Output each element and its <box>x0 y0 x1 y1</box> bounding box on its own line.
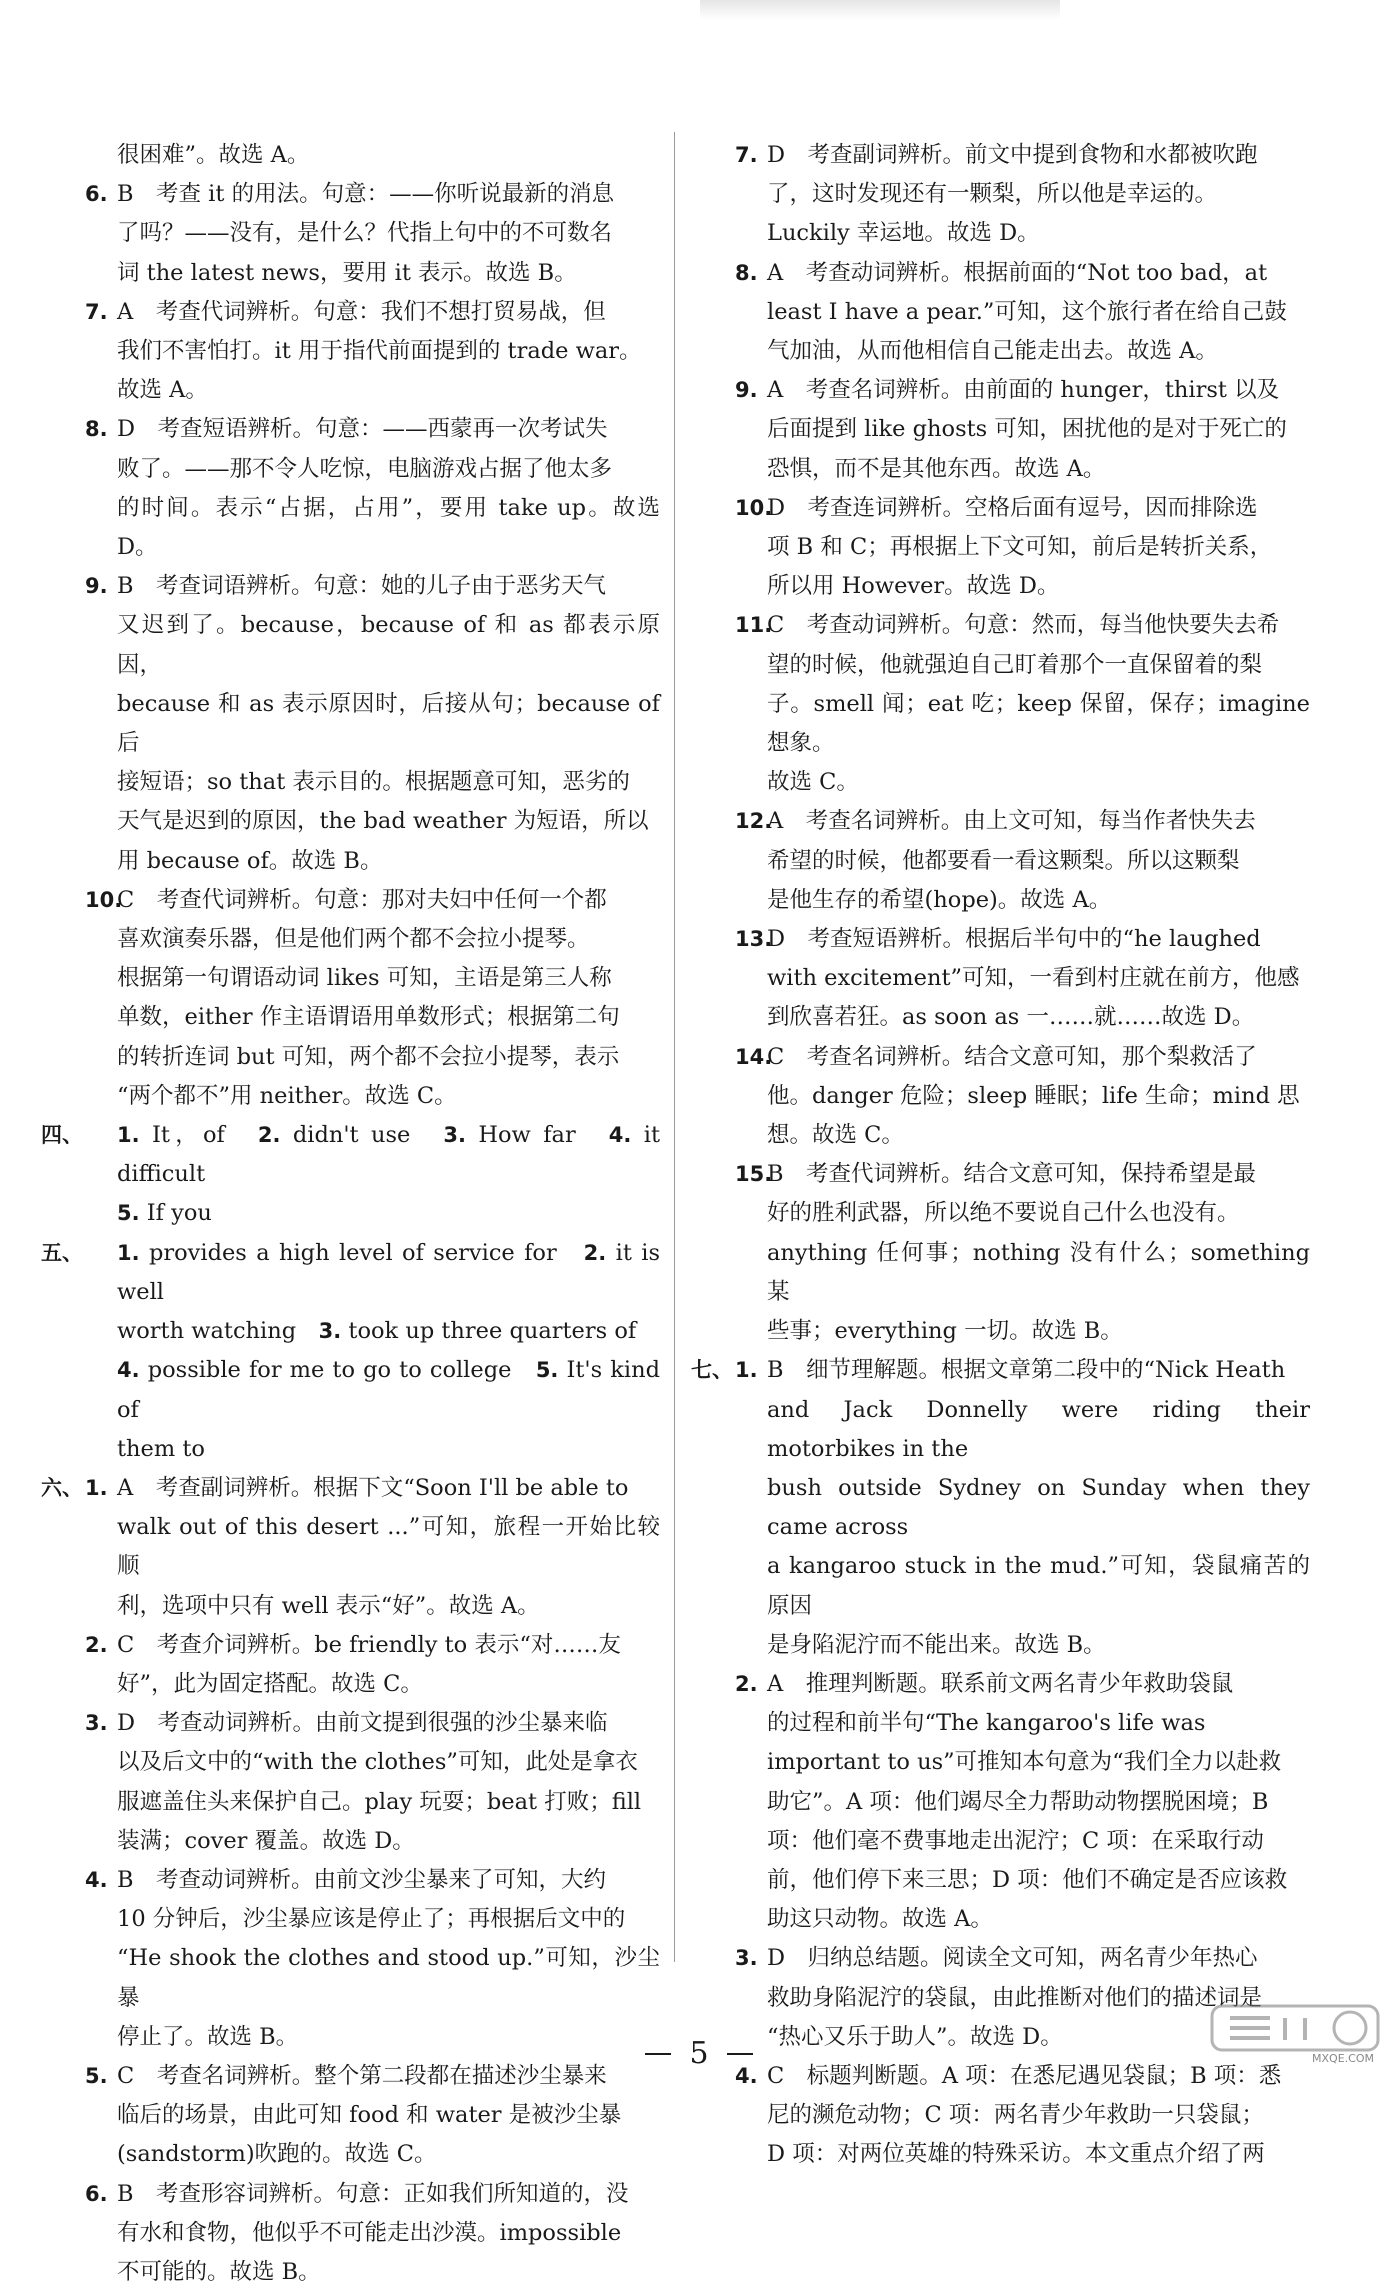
item-number: 5. <box>85 2063 108 2088</box>
answer-line: C 考查名词辨析。结合文意可知，那个梨救活了 <box>767 1043 1257 1070</box>
blank-number: 4. <box>608 1123 632 1148</box>
blank-answer: How far <box>465 1122 609 1149</box>
section-five-line <box>41 1234 660 1312</box>
answer-line: 助这只动物。故选 A。 <box>767 1906 993 1933</box>
item-number: 7. <box>85 299 108 324</box>
answer-line: 又迟到了。because，because of 和 as 都表示原因， <box>117 612 660 678</box>
answer-item <box>77 410 660 567</box>
answer-line: D 考查副词辨析。前文中提到食物和水都被吹跑 <box>767 142 1258 168</box>
answer-line: (sandstorm)吹跑的。故选 C。 <box>117 2141 437 2168</box>
answer-item <box>727 136 1310 254</box>
answer-line: 他。danger 危险；sleep 睡眠；life 生命；mind 思 <box>767 1082 1300 1109</box>
answer-line: a kangaroo stuck in the mud.”可知，袋鼠痛苦的原因 <box>767 1553 1310 1619</box>
answer-line: 我们不害怕打。it 用于指代前面提到的 trade war。 <box>117 338 642 365</box>
answer-line: important to us”可推知本句意为“我们全力以赴救 <box>767 1749 1282 1776</box>
blank-answer: them to <box>117 1435 205 1462</box>
item-number: 7. <box>735 143 758 167</box>
answer-line: A 考查代词辨析。句意：我们不想打贸易战，但 <box>117 298 606 325</box>
answer-line: 不可能的。故选 B。 <box>117 2258 321 2285</box>
answer-line: 接短语；so that 表示目的。根据题意可知，恶劣的 <box>117 769 630 796</box>
answer-line: 故选 A。 <box>117 377 208 404</box>
answer-line: B 考查形容词辨析。句意：正如我们所知道的，没 <box>117 2180 629 2207</box>
column-divider <box>674 132 675 1962</box>
answer-line: B 考查代词辨析。结合文意可知，保持希望是最 <box>767 1161 1257 1188</box>
answer-item <box>77 175 660 293</box>
answer-line: with excitement”可知，一看到村庄就在前方，他感 <box>767 965 1300 992</box>
answer-line: 希望的时候，他都要看一看这颗梨。所以这颗梨 <box>767 847 1240 874</box>
item-number: 6. <box>85 182 108 207</box>
blank-answer: worth watching <box>117 1318 319 1345</box>
answer-line: 很困难”。故选 A。 <box>117 142 310 168</box>
answer-line: 到欣喜若狂。as soon as 一……就……故选 D。 <box>767 1004 1255 1031</box>
answer-line: 天气是迟到的原因，the bad weather 为短语，所以 <box>117 808 649 835</box>
answer-item <box>77 567 660 881</box>
answer-item <box>727 802 1310 920</box>
item-number: 8. <box>85 417 108 442</box>
section-four-line <box>77 1194 660 1233</box>
item-number: 1. <box>85 1475 108 1500</box>
answer-line: 恐惧，而不是其他东西。故选 A。 <box>767 455 1106 482</box>
section-label: 五、 <box>41 1240 83 1265</box>
blank-number: 2. <box>257 1123 281 1148</box>
answer-line: “He shook the clothes and stood up.”可知，沙尘暴 <box>117 1945 660 2011</box>
section-item <box>41 1469 660 1626</box>
answer-line: D 考查短语辨析。句意：——西蒙再一次考试失 <box>117 416 608 443</box>
answer-line: 子。smell 闻；eat 吃；keep 保留，保存；imagine 想象。 <box>767 690 1310 757</box>
section-item <box>77 1704 660 1861</box>
page-number <box>0 2038 1398 2069</box>
blank-number: 1. <box>117 1123 140 1148</box>
item-number: 2. <box>85 1632 108 1657</box>
answer-line: Luckily 幸运地。故选 D。 <box>767 220 1040 247</box>
answer-line: D 考查短语辨析。根据后半句中的“he laughed <box>767 926 1261 953</box>
answer-line: D 考查连词辨析。空格后面有逗号，因而排除选 <box>767 494 1258 521</box>
answer-line: B 考查动词辨析。由前文沙尘暴来了可知，大约 <box>117 1866 607 1893</box>
answer-item <box>77 881 660 1116</box>
answer-line: D 归纳总结题。阅读全文可知，两名青少年热心 <box>767 1945 1258 1972</box>
answer-line: because 和 as 表示原因时，后接从句；because of 后 <box>117 690 660 757</box>
section-five-line <box>77 1351 660 1429</box>
blank-answer: it is well <box>117 1239 660 1305</box>
item-number: 3. <box>735 1946 758 1971</box>
item-number: 10. <box>85 887 123 912</box>
answer-line: 喜欢演奏乐器，但是他们两个都不会拉小提琴。 <box>117 926 590 953</box>
dash-right <box>727 2053 753 2055</box>
section-six <box>41 1469 660 2292</box>
item-number: 6. <box>85 2181 108 2206</box>
answer-line: D 项：对两位英雄的特殊采访。本文重点介绍了两 <box>767 2141 1265 2168</box>
answer-line: 好”，此为固定搭配。故选 C。 <box>117 1670 423 1697</box>
section-label: 四、 <box>41 1123 83 1148</box>
answer-line: 了吗？——没有，是什么？代指上句中的不可数名 <box>117 220 613 247</box>
left-column <box>41 136 660 2292</box>
item-number: 12. <box>735 809 773 834</box>
blank-answer: provides a high level of service for <box>139 1239 584 1266</box>
answer-line: C 考查动词辨析。句意：然而，每当他快要失去希 <box>767 612 1280 639</box>
answer-line: 项：他们毫不费事地走出泥泞；C 项：在采取行动 <box>767 1827 1264 1854</box>
answer-line: 服遮盖住头来保护自己。play 玩耍；beat 打败；fill <box>117 1788 642 1815</box>
section-five-line <box>77 1312 660 1351</box>
answer-item <box>77 136 660 175</box>
blank-answer: didn't use <box>280 1122 444 1149</box>
answer-line: 好的胜利武器，所以绝不要说自己什么也没有。 <box>767 1200 1240 1227</box>
answer-line: 是身陷泥泞而不能出来。故选 B。 <box>767 1631 1106 1658</box>
answer-line: 的转折连词 but 可知，两个都不会拉小提琴，表示 <box>117 1043 620 1070</box>
section-five-line <box>77 1430 660 1469</box>
answer-line: 的过程和前半句“The kangaroo's life was <box>767 1710 1206 1737</box>
blank-answer: It，of <box>139 1122 258 1149</box>
answer-item <box>727 1038 1310 1156</box>
section-item <box>77 1861 660 2057</box>
answer-line: 利，选项中只有 well 表示“好”。故选 A。 <box>117 1592 540 1619</box>
answer-line: 装满；cover 覆盖。故选 D。 <box>117 1827 415 1854</box>
answer-line: 用 because of。故选 B。 <box>117 847 383 874</box>
answer-item <box>727 371 1310 489</box>
blank-number: 3. <box>443 1123 466 1148</box>
answer-line: 词 the latest news，要用 it 表示。故选 B。 <box>117 259 577 286</box>
answer-line: anything 任何事；nothing 没有什么；something 某 <box>767 1239 1310 1305</box>
section-item <box>727 2057 1310 2175</box>
blank-number: 2. <box>583 1240 607 1265</box>
item-number: 11. <box>735 613 773 638</box>
answer-line: 是他生存的希望(hope)。故选 A。 <box>767 886 1112 913</box>
answer-line: least I have a pear.”可知，这个旅行者在给自己鼓 <box>767 298 1287 325</box>
answer-line: bush outside Sydney on Sunday when they came across <box>767 1474 1310 1541</box>
answer-line: 以及后文中的“with the clothes”可知，此处是拿衣 <box>117 1749 638 1776</box>
answer-line: A 考查名词辨析。由前面的 hunger，thirst 以及 <box>767 377 1280 404</box>
answer-line: D 考查动词辨析。由前文提到很强的沙尘暴来临 <box>117 1710 608 1737</box>
answer-line: and Jack Donnelly were riding their motorbikes in the <box>767 1396 1310 1462</box>
answer-item <box>77 293 660 411</box>
answer-item <box>727 254 1310 372</box>
blank-number: 5. <box>117 1201 140 1226</box>
answer-line: 10 分钟后，沙尘暴应该是停止了；再根据后文中的 <box>117 1906 626 1933</box>
answer-line: walk out of this desert ...”可知，旅程一开始比较顺 <box>117 1514 660 1580</box>
item-number: 10. <box>735 495 773 520</box>
blank-answer: possible for me to go to college <box>139 1357 536 1384</box>
answer-line: A 考查副词辨析。根据下文“Soon I'll be able to <box>117 1474 629 1501</box>
item-number: 1. <box>735 1358 758 1383</box>
section-item <box>77 2057 660 2175</box>
answer-item <box>727 606 1310 802</box>
section-item <box>77 2175 660 2292</box>
answer-line: “热心又乐于助人”。故选 D。 <box>767 2023 1063 2050</box>
dash-left <box>645 2053 671 2055</box>
page-number-text: 5 <box>689 2036 709 2071</box>
answer-line: A 考查动词辨析。根据前面的“Not too bad，at <box>767 259 1268 286</box>
item-number: 14. <box>735 1044 773 1069</box>
item-number: 13. <box>735 927 773 952</box>
section-four-line <box>41 1116 660 1194</box>
answer-line: 败了。——那不令人吃惊，电脑游戏占据了他太多 <box>117 455 613 482</box>
answer-line: 了，这时发现还有一颗梨，所以他是幸运的。 <box>767 181 1218 208</box>
item-number: 9. <box>85 574 108 599</box>
item-number: 4. <box>85 1867 108 1892</box>
item-number: 8. <box>735 260 758 285</box>
right-column <box>691 136 1310 2175</box>
answer-line: 后面提到 like ghosts 可知，困扰他的是对于死亡的 <box>767 416 1287 443</box>
answer-line: C 考查名词辨析。整个第二段都在描述沙尘暴来 <box>117 2062 607 2089</box>
answer-line: 气加油，从而他相信自己能走出去。故选 A。 <box>767 338 1218 365</box>
blank-answer: If you <box>139 1200 212 1227</box>
answer-line: 项 B 和 C；再根据上下文可知，前后是转折关系， <box>767 534 1273 561</box>
answer-line: B 考查 it 的用法。句意：——你听说最新的消息 <box>117 181 615 208</box>
answer-line: 停止了。故选 B。 <box>117 2023 299 2050</box>
blank-number: 1. <box>117 1240 140 1265</box>
item-number: 9. <box>735 378 758 403</box>
answer-line: 所以用 However。故选 D。 <box>767 573 1060 600</box>
item-number: 3. <box>85 1711 108 1736</box>
answer-line: 根据第一句谓语动词 likes 可知，主语是第三人称 <box>117 965 612 992</box>
scan-smudge <box>700 0 1060 20</box>
answer-item <box>727 920 1310 1038</box>
answer-line: A 考查名词辨析。由上文可知，每当作者快失去 <box>767 808 1256 835</box>
section-item <box>77 1626 660 1704</box>
blank-number: 5. <box>535 1358 559 1383</box>
blank-number: 3. <box>318 1319 342 1344</box>
answer-line: “两个都不”用 neither。故选 C。 <box>117 1082 457 1109</box>
answer-line: 有水和食物，他似乎不可能走出沙漠。impossible <box>117 2219 622 2246</box>
answer-line: 些事；everything 一切。故选 B。 <box>767 1318 1123 1345</box>
answer-line: 单数，either 作主语谓语用单数形式；根据第二句 <box>117 1004 620 1031</box>
item-number: 4. <box>735 2063 758 2088</box>
answer-line: 前，他们停下来三思；D 项：他们不确定是否应该救 <box>767 1866 1288 1893</box>
section-item <box>727 1665 1310 1939</box>
answer-line: 救助身陷泥泞的袋鼠，由此推断对他们的描述词是 <box>767 1984 1263 2011</box>
answer-line: C 标题判断题。A 项：在悉尼遇见袋鼠；B 项：悉 <box>767 2062 1282 2089</box>
blank-number: 4. <box>117 1358 140 1383</box>
answer-line: 助它”。A 项：他们竭尽全力帮助动物摆脱困境；B <box>767 1788 1269 1815</box>
answer-line: 的时间。表示“占据，占用”，要用 take up。故选 D。 <box>117 494 660 561</box>
answer-line: 临后的场景，由此可知 food 和 water 是被沙尘暴 <box>117 2102 622 2129</box>
watermark-logo <box>1210 2000 1380 2058</box>
watermark-text: MXQE.COM <box>1312 2052 1374 2065</box>
blank-answer: it difficult <box>117 1122 660 1188</box>
section-label: 七、 <box>691 1358 733 1383</box>
answer-line: B 细节理解题。根据文章第二段中的“Nick Heath <box>767 1357 1286 1384</box>
answer-line: C 考查代词辨析。句意：那对夫妇中任何一个都 <box>117 886 607 913</box>
section-label: 六、 <box>41 1475 83 1500</box>
answer-line: 想。故选 C。 <box>767 1122 904 1149</box>
item-number: 15. <box>735 1162 773 1187</box>
answer-line: 望的时候，他就强迫自己盯着那个一直保留着的梨 <box>767 651 1263 678</box>
item-number: 2. <box>735 1671 758 1696</box>
answer-item <box>727 489 1310 607</box>
answer-line: B 考查词语辨析。句意：她的儿子由于恶劣天气 <box>117 573 607 600</box>
section-item <box>691 1351 1310 1665</box>
blank-answer: It's kind of <box>117 1357 660 1423</box>
answer-line: 故选 C。 <box>767 769 859 796</box>
answer-line: 尼的濒危动物；C 项：两名青少年救助一只袋鼠； <box>767 2102 1264 2129</box>
answer-line: A 推理判断题。联系前文两名青少年救助袋鼠 <box>767 1670 1234 1697</box>
answer-line: C 考查介词辨析。be friendly to 表示“对……友 <box>117 1631 621 1658</box>
answer-item <box>727 1155 1310 1351</box>
blank-answer: took up three quarters of <box>341 1318 637 1345</box>
